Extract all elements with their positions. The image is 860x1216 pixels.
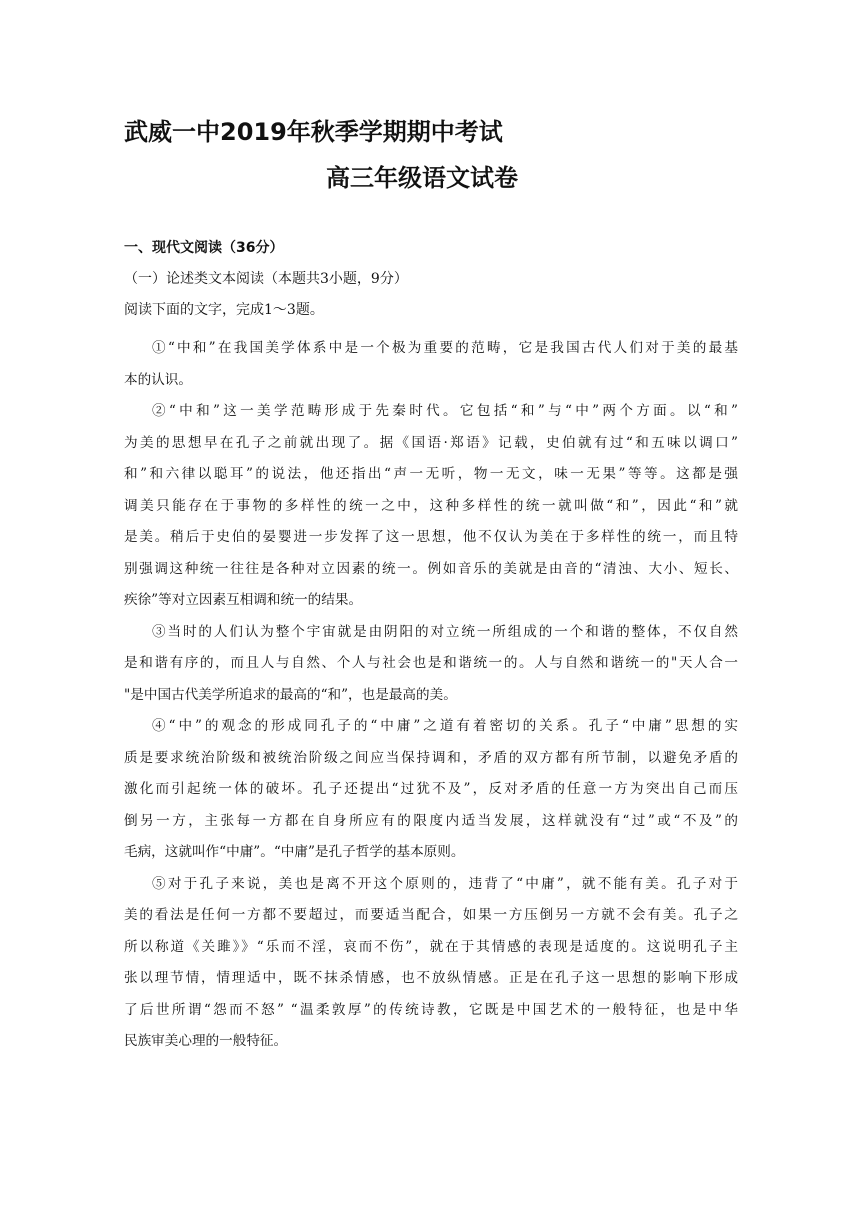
paragraph-line: "是中国古代美学所追求的最高的“和”，也是最高的美。 [124,686,457,703]
section-subheading: （一）论述类文本阅读（本题共3小题，9分） [124,271,408,287]
reading-instruction: 阅读下面的文字，完成1～3题。 [124,302,324,318]
paragraph-line: 是美。稍后于史伯的晏婴进一步发挥了这一思想，他不仅认为美在于多样性的统一，而且特 [124,529,738,545]
paragraph-line: 张以理节情，情理适中，既不抹杀情感，也不放纵情感。正是在孔子这一思想的影响下形成 [124,970,738,986]
exam-subtitle: 高三年级语文试卷 [326,164,518,192]
section-heading: 一、现代文阅读（36分） [124,240,284,256]
paragraph-line: 倒另一方，主张每一方都在自身所应有的限度内适当发展，这样就没有“过”或“不及”的 [124,812,738,829]
passage-paragraph-3 [124,617,738,712]
paragraph-line: ③当时的人们认为整个宇宙就是由阴阳的对立统一所组成的一个和谐的整体，不仅自然 [152,623,738,640]
paragraph-line: 调美只能存在于事物的多样性的统一之中，这种多样性的统一就叫做“和”，因此“和”就 [124,497,738,514]
passage-paragraph-1 [124,333,738,396]
paragraph-line: ④“中”的观念的形成同孔子的“中庸”之道有着密切的关系。孔子“中庸”思想的实 [152,718,738,734]
paragraph-line: 激化而引起统一体的破坏。孔子还提出“过犹不及”，反对矛盾的任意一方为突出自己而压 [124,781,738,797]
reading-passage [124,333,738,1058]
paragraph-line: ⑤对于孔子来说，美也是离不开这个原则的，违背了“中庸”，就不能有美。孔子对于 [152,875,738,892]
paragraph-line: 毛病，这就叫作“中庸”。“中庸”是孔子哲学的基本原则。 [124,844,465,860]
paragraph-line: 质是要求统治阶级和被统治阶级之间应当保持调和，矛盾的双方都有所节制，以避免矛盾的 [124,749,738,766]
paragraph-line: ②“中和”这一美学范畴形成于先秦时代。它包括“和”与“中”两个方面。以“和” [152,403,738,419]
paragraph-line: 民族审美心理的一般特征。 [124,1033,288,1049]
paragraph-line: 了后世所谓“怨而不怒” “温柔敦厚”的传统诗教，它既是中国艺术的一般特征，也是中华 [124,1001,738,1018]
passage-paragraph-2 [124,396,738,617]
paragraph-line: 本的认识。 [124,371,192,388]
paragraph-line: ①“中和”在我国美学体系中是一个极为重要的范畴，它是我国古代人们对于美的最基 [152,340,738,356]
paragraph-line: 和”和六律以聪耳”的说法，他还指出“声一无听，物一无文，味一无果”等等。这都是强 [124,466,738,482]
paragraph-line: 美的看法是任何一方都不要超过，而要适当配合，如果一方压倒另一方就不会有美。孔子之 [124,907,738,923]
paragraph-line: 是和谐有序的，而且人与自然、个人与社会也是和谐统一的。人与自然和谐统一的"天人合一 [124,655,738,671]
passage-paragraph-4 [124,711,738,869]
paragraph-line: 别强调这种统一往往是各种对立因素的统一。例如音乐的美就是由音的“清浊、大小、短长、 [124,560,738,577]
paragraph-line: 疾徐”等对立因素互相调和统一的结果。 [124,592,363,608]
paragraph-line: 所以称道《关雎》》“乐而不淫，哀而不伤”，就在于其情感的表现是适度的。这说明孔子主 [124,938,738,955]
passage-paragraph-5 [124,869,738,1058]
exam-title: 武威一中2019年秋季学期期中考试 [124,118,503,146]
paragraph-line: 为美的思想早在孔子之前就出现了。据《国语·郑语》记载，史伯就有过“和五味以调口” [124,434,738,451]
